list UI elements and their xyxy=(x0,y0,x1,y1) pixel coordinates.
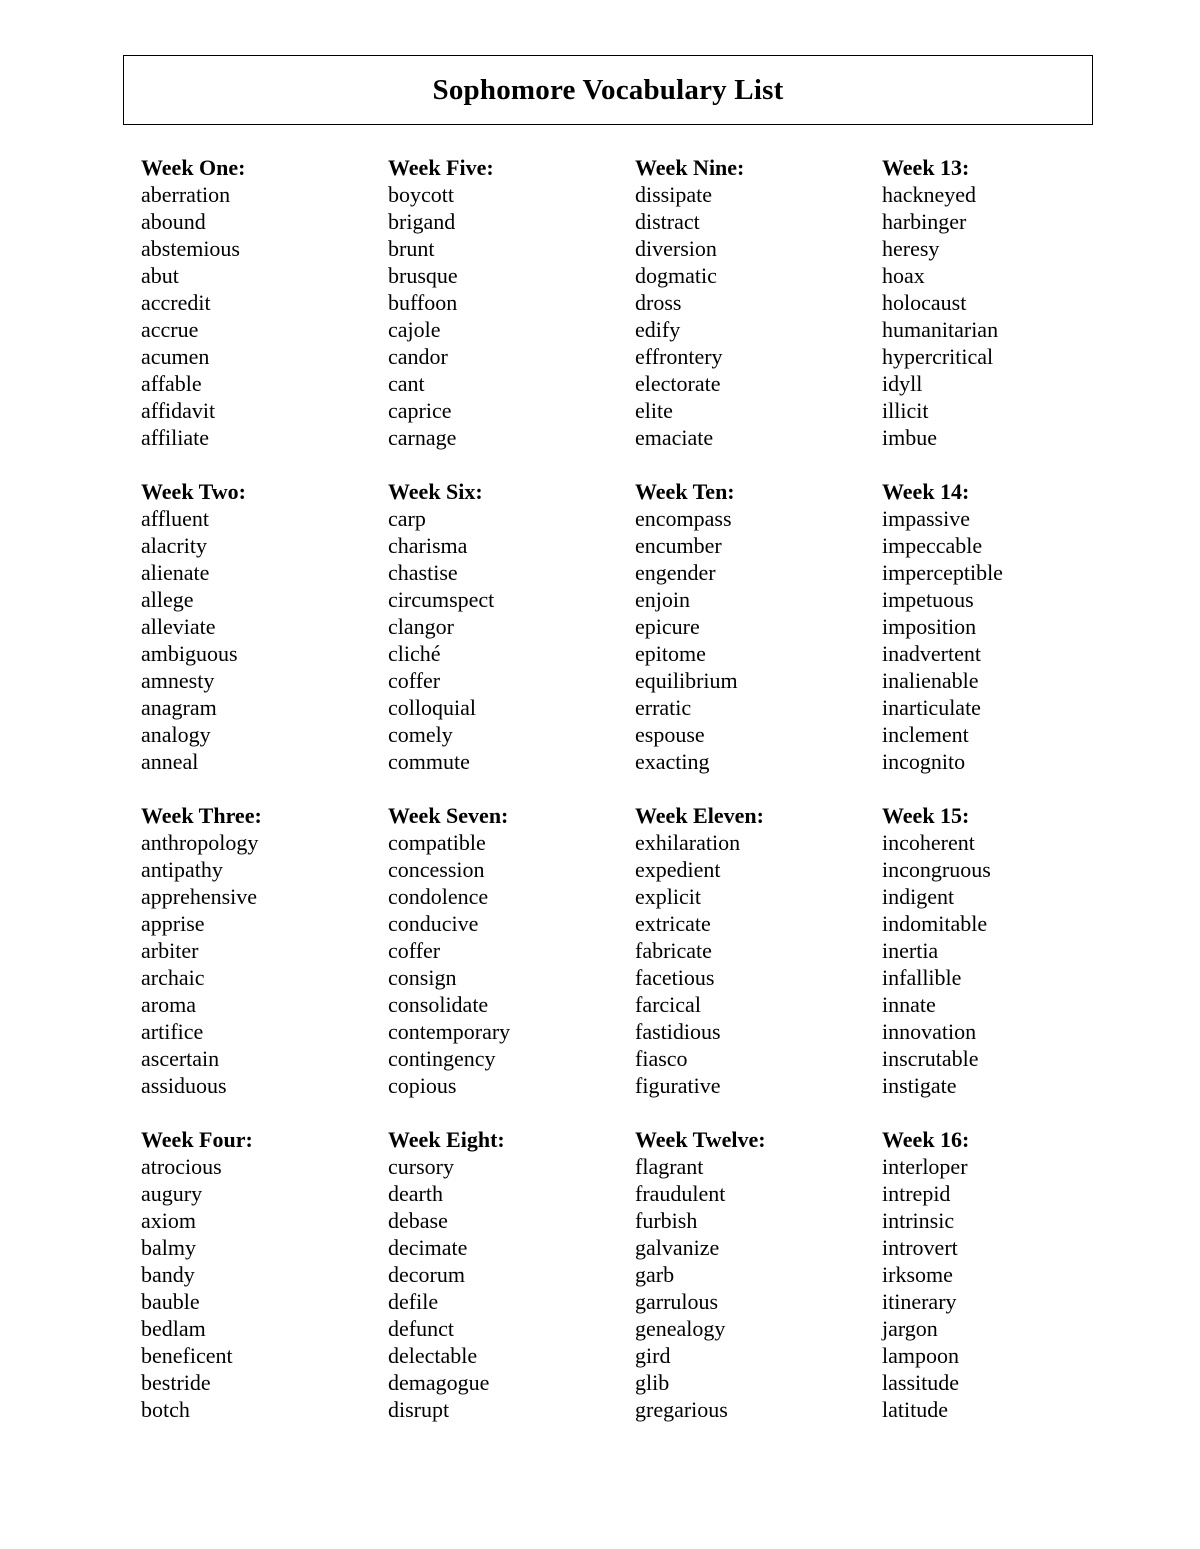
vocab-word: extricate xyxy=(635,911,711,936)
vocab-word: allege xyxy=(141,587,194,612)
vocab-word: axiom xyxy=(141,1208,196,1233)
vocab-word: illicit xyxy=(882,398,929,423)
vocab-word: intrinsic xyxy=(882,1208,955,1233)
vocab-word: facetious xyxy=(635,965,715,990)
week-block xyxy=(388,1126,628,1423)
week-heading: Week Five: xyxy=(388,155,494,180)
week-block xyxy=(635,1126,875,1423)
vocab-word: lampoon xyxy=(882,1343,959,1368)
vocab-word: gird xyxy=(635,1343,671,1368)
vocab-word: affable xyxy=(141,371,202,396)
vocab-word: debase xyxy=(388,1208,448,1233)
vocab-word: latitude xyxy=(882,1397,948,1422)
vocab-word: hoax xyxy=(882,263,925,288)
vocab-word: intrepid xyxy=(882,1181,951,1206)
vocab-word: expedient xyxy=(635,857,721,882)
vocab-word: arbiter xyxy=(141,938,199,963)
week-block xyxy=(388,154,628,451)
week-heading: Week 14: xyxy=(882,479,970,504)
vocab-word: irksome xyxy=(882,1262,953,1287)
vocab-word: holocaust xyxy=(882,290,967,315)
vocab-word: encompass xyxy=(635,506,732,531)
vocab-word: lassitude xyxy=(882,1370,959,1395)
vocab-word: defile xyxy=(388,1289,439,1314)
vocab-word: contemporary xyxy=(388,1019,511,1044)
vocab-word: ascertain xyxy=(141,1046,220,1071)
vocab-word: charisma xyxy=(388,533,468,558)
week-heading: Week Twelve: xyxy=(635,1127,766,1152)
vocab-word: dearth xyxy=(388,1181,443,1206)
vocab-word: brusque xyxy=(388,263,458,288)
vocab-word: buffoon xyxy=(388,290,458,315)
vocab-word: alacrity xyxy=(141,533,207,558)
vocab-word: indigent xyxy=(882,884,955,909)
vocab-word: decimate xyxy=(388,1235,468,1260)
vocab-word: farcical xyxy=(635,992,701,1017)
vocab-word: demagogue xyxy=(388,1370,490,1395)
vocab-word: incongruous xyxy=(882,857,991,882)
vocab-word: apprise xyxy=(141,911,205,936)
vocab-word: inalienable xyxy=(882,668,979,693)
vocab-word: clangor xyxy=(388,614,454,639)
vocab-word: anagram xyxy=(141,695,217,720)
vocab-word: bauble xyxy=(141,1289,200,1314)
week-block xyxy=(882,802,1122,1099)
vocab-word: jargon xyxy=(882,1316,938,1341)
vocab-word: idyll xyxy=(882,371,923,396)
vocab-word: assiduous xyxy=(141,1073,227,1098)
week-block xyxy=(388,478,628,775)
vocab-word: defunct xyxy=(388,1316,454,1341)
vocab-word: abound xyxy=(141,209,206,234)
week-heading: Week 16: xyxy=(882,1127,970,1152)
vocab-word: dissipate xyxy=(635,182,712,207)
vocab-word: condolence xyxy=(388,884,489,909)
week-block xyxy=(141,802,381,1099)
vocab-word: coffer xyxy=(388,938,441,963)
vocab-word: abstemious xyxy=(141,236,240,261)
vocab-word: carnage xyxy=(388,425,457,450)
vocab-word: compatible xyxy=(388,830,486,855)
vocab-word: bandy xyxy=(141,1262,195,1287)
vocab-word: atrocious xyxy=(141,1154,222,1179)
vocab-word: coffer xyxy=(388,668,441,693)
week-block xyxy=(882,154,1122,451)
vocab-word: inertia xyxy=(882,938,939,963)
vocab-word: consolidate xyxy=(388,992,489,1017)
vocab-word: boycott xyxy=(388,182,454,207)
vocab-word: innate xyxy=(882,992,936,1017)
vocab-word: alienate xyxy=(141,560,210,585)
vocab-word: cajole xyxy=(388,317,441,342)
vocab-word: anneal xyxy=(141,749,199,774)
vocab-word: encumber xyxy=(635,533,722,558)
vocab-word: inadvertent xyxy=(882,641,981,666)
vocab-word: abut xyxy=(141,263,179,288)
vocab-word: imbue xyxy=(882,425,937,450)
vocab-word: affluent xyxy=(141,506,210,531)
vocab-word: affidavit xyxy=(141,398,216,423)
vocab-word: impassive xyxy=(882,506,970,531)
vocab-word: innovation xyxy=(882,1019,977,1044)
vocab-word: edify xyxy=(635,317,681,342)
week-block xyxy=(141,154,381,451)
vocab-word: exacting xyxy=(635,749,710,774)
vocab-word: delectable xyxy=(388,1343,478,1368)
vocab-word: inclement xyxy=(882,722,969,747)
vocab-word: aroma xyxy=(141,992,196,1017)
vocab-word: cliché xyxy=(388,641,441,666)
vocab-word: emaciate xyxy=(635,425,714,450)
vocab-word: caprice xyxy=(388,398,452,423)
vocab-word: flagrant xyxy=(635,1154,704,1179)
vocab-word: colloquial xyxy=(388,695,476,720)
week-heading: Week Six: xyxy=(388,479,483,504)
week-heading: Week Four: xyxy=(141,1127,253,1152)
vocab-word: inscrutable xyxy=(882,1046,979,1071)
vocab-word: figurative xyxy=(635,1073,721,1098)
vocab-word: diversion xyxy=(635,236,717,261)
vocab-word: copious xyxy=(388,1073,457,1098)
vocab-word: incoherent xyxy=(882,830,975,855)
week-block xyxy=(635,802,875,1099)
vocab-word: beneficent xyxy=(141,1343,233,1368)
vocab-word: itinerary xyxy=(882,1289,957,1314)
vocab-word: commute xyxy=(388,749,470,774)
vocab-word: garb xyxy=(635,1262,675,1287)
vocab-word: erratic xyxy=(635,695,692,720)
vocab-word: glib xyxy=(635,1370,670,1395)
vocab-word: equilibrium xyxy=(635,668,738,693)
vocab-word: impeccable xyxy=(882,533,983,558)
vocab-word: engender xyxy=(635,560,716,585)
week-heading: Week 15: xyxy=(882,803,970,828)
week-block xyxy=(141,478,381,775)
vocab-word: introvert xyxy=(882,1235,958,1260)
vocab-word: cursory xyxy=(388,1154,454,1179)
vocab-word: disrupt xyxy=(388,1397,450,1422)
week-heading: Week Eight: xyxy=(388,1127,505,1152)
vocab-word: balmy xyxy=(141,1235,196,1260)
vocab-word: imposition xyxy=(882,614,977,639)
vocab-word: apprehensive xyxy=(141,884,258,909)
vocab-word: instigate xyxy=(882,1073,957,1098)
vocab-word: conducive xyxy=(388,911,479,936)
vocab-word: distract xyxy=(635,209,700,234)
vocab-word: bedlam xyxy=(141,1316,206,1341)
title-box xyxy=(123,55,1093,125)
vocab-word: epitome xyxy=(635,641,706,666)
vocab-word: accredit xyxy=(141,290,211,315)
vocab-word: genealogy xyxy=(635,1316,726,1341)
vocab-word: consign xyxy=(388,965,457,990)
week-block xyxy=(635,478,875,775)
vocab-word: chastise xyxy=(388,560,458,585)
week-block xyxy=(635,154,875,451)
vocab-word: electorate xyxy=(635,371,721,396)
week-heading: Week 13: xyxy=(882,155,970,180)
week-heading: Week Ten: xyxy=(635,479,735,504)
vocab-word: incognito xyxy=(882,749,966,774)
vocab-word: fiasco xyxy=(635,1046,688,1071)
vocab-word: anthropology xyxy=(141,830,259,855)
vocab-word: effrontery xyxy=(635,344,723,369)
vocab-word: contingency xyxy=(388,1046,496,1071)
vocab-word: enjoin xyxy=(635,587,690,612)
vocab-word: artifice xyxy=(141,1019,204,1044)
vocab-word: galvanize xyxy=(635,1235,720,1260)
week-block xyxy=(882,1126,1122,1423)
vocab-word: inarticulate xyxy=(882,695,981,720)
vocab-word: exhilaration xyxy=(635,830,741,855)
vocab-word: indomitable xyxy=(882,911,988,936)
vocab-word: interloper xyxy=(882,1154,968,1179)
week-block xyxy=(388,802,628,1099)
vocab-word: comely xyxy=(388,722,453,747)
vocab-word: garrulous xyxy=(635,1289,719,1314)
vocab-word: aberration xyxy=(141,182,231,207)
vocab-word: affiliate xyxy=(141,425,209,450)
vocab-word: explicit xyxy=(635,884,701,909)
week-heading: Week Seven: xyxy=(388,803,509,828)
vocab-word: accrue xyxy=(141,317,199,342)
vocab-word: augury xyxy=(141,1181,203,1206)
vocab-word: hypercritical xyxy=(882,344,994,369)
vocab-word: heresy xyxy=(882,236,940,261)
vocab-word: candor xyxy=(388,344,448,369)
vocab-word: epicure xyxy=(635,614,700,639)
vocab-word: ambiguous xyxy=(141,641,238,666)
vocab-word: elite xyxy=(635,398,673,423)
week-heading: Week One: xyxy=(141,155,246,180)
vocab-word: brunt xyxy=(388,236,435,261)
vocab-word: archaic xyxy=(141,965,205,990)
vocab-word: espouse xyxy=(635,722,705,747)
vocab-word: infallible xyxy=(882,965,962,990)
vocab-word: circumspect xyxy=(388,587,495,612)
vocab-word: alleviate xyxy=(141,614,216,639)
week-block xyxy=(141,1126,381,1423)
week-heading: Week Eleven: xyxy=(635,803,764,828)
vocab-word: humanitarian xyxy=(882,317,999,342)
week-heading: Week Nine: xyxy=(635,155,745,180)
vocab-word: imperceptible xyxy=(882,560,1003,585)
vocab-word: harbinger xyxy=(882,209,967,234)
week-heading: Week Two: xyxy=(141,479,246,504)
vocab-word: decorum xyxy=(388,1262,465,1287)
vocab-word: carp xyxy=(388,506,426,531)
vocab-word: hackneyed xyxy=(882,182,977,207)
week-heading: Week Three: xyxy=(141,803,262,828)
vocab-word: furbish xyxy=(635,1208,698,1233)
vocab-word: fabricate xyxy=(635,938,712,963)
vocab-word: gregarious xyxy=(635,1397,728,1422)
vocab-word: concession xyxy=(388,857,485,882)
vocab-word: brigand xyxy=(388,209,456,234)
vocab-word: dross xyxy=(635,290,682,315)
vocab-word: cant xyxy=(388,371,425,396)
page-title: Sophomore Vocabulary List xyxy=(432,73,784,106)
vocab-word: analogy xyxy=(141,722,211,747)
vocab-word: bestride xyxy=(141,1370,211,1395)
vocab-word: impetuous xyxy=(882,587,974,612)
vocab-word: fastidious xyxy=(635,1019,721,1044)
week-block xyxy=(882,478,1122,775)
vocab-word: botch xyxy=(141,1397,190,1422)
vocab-word: fraudulent xyxy=(635,1181,726,1206)
vocab-word: dogmatic xyxy=(635,263,717,288)
vocab-word: amnesty xyxy=(141,668,215,693)
vocab-word: acumen xyxy=(141,344,210,369)
vocab-word: antipathy xyxy=(141,857,223,882)
